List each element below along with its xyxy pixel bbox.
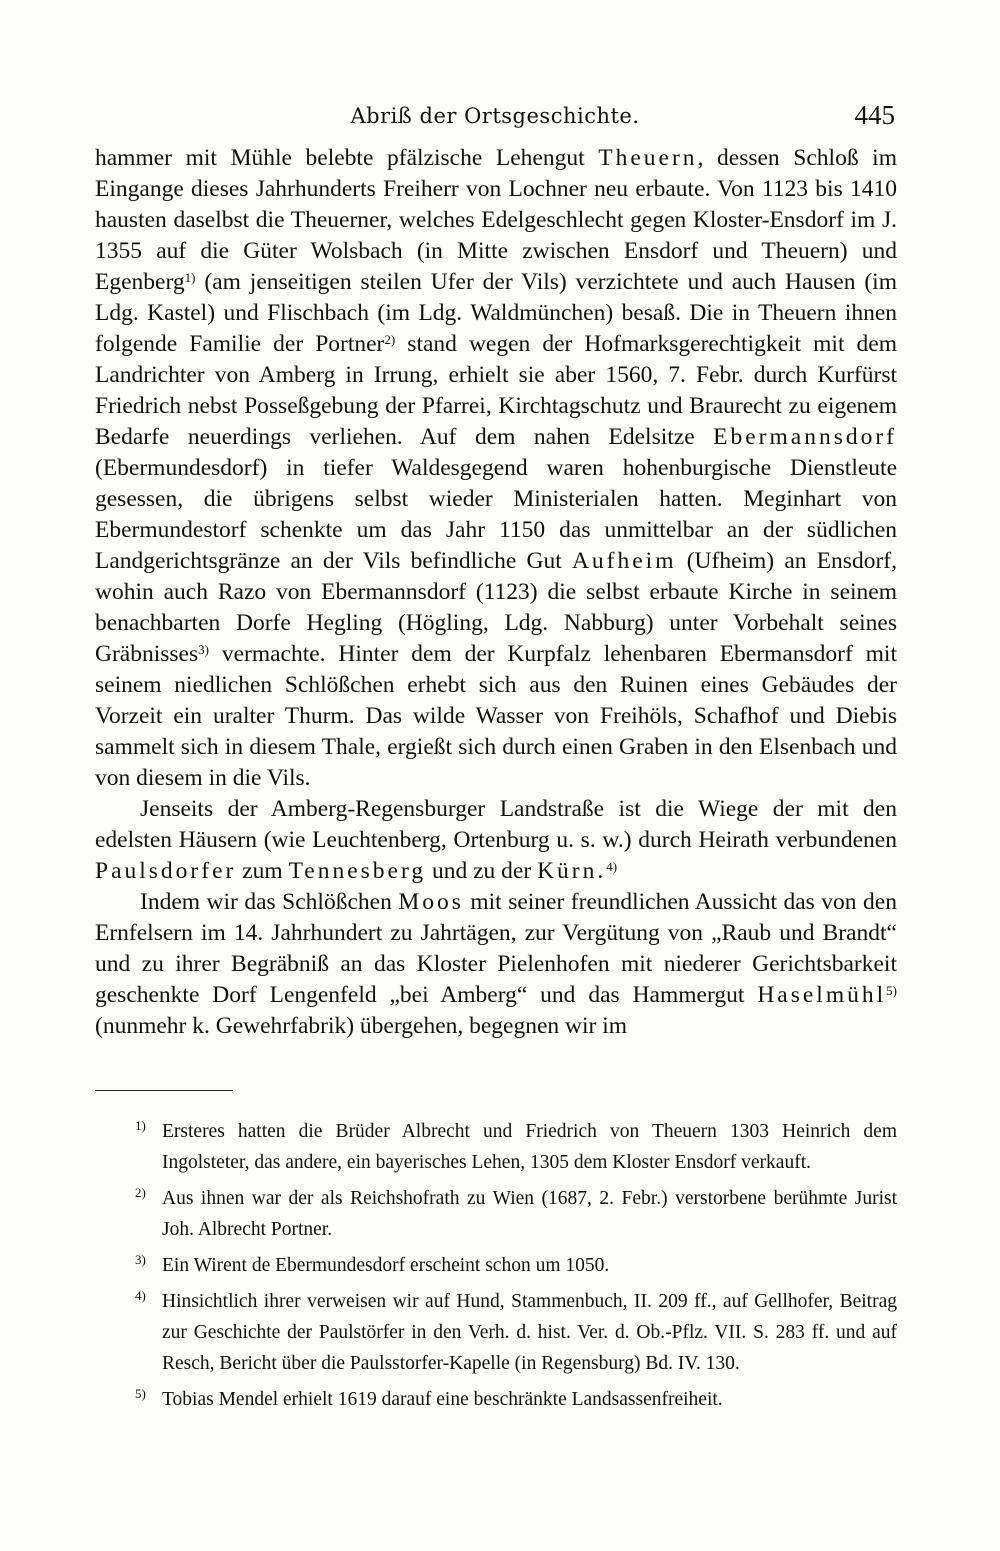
footnote-ref-2[interactable]: 2) <box>384 332 396 347</box>
running-title: Abriß der Ortsgeschichte. <box>350 104 640 128</box>
footnote-text: Ein Wirent de Ebermundesdorf erscheint schon um 1050. <box>162 1255 610 1276</box>
text-run: Indem wir das Schlößchen <box>140 889 399 915</box>
footnote-4 <box>135 1286 897 1379</box>
paragraph-2 <box>95 794 897 887</box>
footnote-ref-4[interactable]: 4) <box>606 859 618 874</box>
text-run: (Ufheim) an Ensdorf, wohin auch Razo von Ebermannsdorf (1123) die selbst erbaute Kirche in seinem benachbarten Dorfe Hegling (Högling, Ldg. Nabburg) unter Vorbehalt seines Gräbnisses <box>95 548 897 667</box>
text-run: (nunmehr k. Gewehrfabrik) übergehen, begegnen wir im <box>95 1013 628 1039</box>
spaced-name-paulsdorfer: Paulsdorfer <box>95 858 237 884</box>
footnote-text: Aus ihnen war der als Reichshofrath zu Wien (1687, 2. Febr.) verstorbene berühmte Jurist Joh. Albrecht Portner. <box>162 1188 897 1240</box>
text-run: und zu der <box>426 858 538 884</box>
footnote-marker: 1) <box>135 1118 146 1133</box>
footnote-3 <box>135 1250 897 1281</box>
spaced-name-aufheim: Aufheim <box>571 548 677 574</box>
spaced-name-kuern: Kürn. <box>537 858 607 884</box>
footnote-text: Tobias Mendel erhielt 1619 darauf eine beschränkte Landsassenfreiheit. <box>162 1389 723 1410</box>
running-header <box>95 100 895 140</box>
spaced-name-tennesberg: Tennesberg <box>288 858 427 884</box>
text-run: vermachte. Hinter dem der Kurpfalz lehenbaren Ebermansdorf mit seinem niedlichen Schlößchen erhebt sich aus den Ruinen eines Gebäudes der Vorzeit ein uralter Thurm. Das wilde Wasser von Freihöls, Schafhof und Diebis sammelt sich in diesem Thale, ergießt sich durch einen Graben in den Elsenbach und von diesem in die Vils. <box>95 641 897 791</box>
spaced-name-theuern: Theuern <box>598 145 698 171</box>
footnote-text: Ersteres hatten die Brüder Albrecht und Friedrich von Theuern 1303 Heinrich dem Ingolsteter, das andere, ein bayerisches Lehen, 1305 dem Kloster Ensdorf verkauft. <box>162 1121 897 1173</box>
paragraph-1 <box>95 143 897 794</box>
paragraph-3 <box>95 887 897 1042</box>
text-run: mit seiner freundlichen Aussicht das von den Ernfelsern im 14. Jahrhundert zu Jahrtägen, zur Vergütung von „Raub und Brandt“ und zu ihrer Begräbniß an das Kloster Pielenhofen mit niederer Gerichtsbarkeit geschenkte Dorf Lengenfeld „bei Amberg“ und das Hammergut <box>95 889 897 1008</box>
footnote-ref-5[interactable]: 5) <box>886 983 897 998</box>
text-run: zum <box>236 858 289 884</box>
footnote-divider <box>95 1090 233 1091</box>
spaced-name-moos: Moos <box>398 889 464 915</box>
footnote-5 <box>135 1384 897 1415</box>
spaced-name-haselmuehl: Haselmühl <box>757 982 887 1008</box>
text-run: , dessen Schloß im Eingange dieses Jahrhunderts Freiherr von Lochner neu erbaute. Von 1123 bis 1410 hausten daselbst die Theuerner, welches Edelgeschlecht gegen Kloster-Ensdorf im J. 1355 auf die Güter Wolsbach (in Mitte zwischen Ensdorf und Theuern) und Egenberg <box>95 145 897 295</box>
footnote-marker: 5) <box>135 1386 146 1401</box>
text-run: Jenseits der Amberg-Regensburger Landstraße ist die Wiege der mit den edelsten Häusern (wie Leuchtenberg, Ortenburg u. s. w.) durch Heirath verbundenen <box>95 796 897 853</box>
footnote-text: Hinsichtlich ihrer verweisen wir auf Hund, Stammenbuch, II. 209 ff., auf Gellhofer, Beitrag zur Geschichte der Paulstörfer in den Verh. d. hist. Ver. d. Ob.-Pflz. VII. S. 283 ff. und auf Resch, Bericht über die Paulsstorfer-Kapelle (in Regensburg) Bd. IV. 130. <box>162 1291 897 1374</box>
main-text <box>95 143 897 1042</box>
footnote-marker: 2) <box>135 1185 146 1200</box>
footnote-1 <box>135 1116 897 1178</box>
footnote-marker: 3) <box>135 1252 146 1267</box>
text-run: (am jenseitigen steilen Ufer der Vils) verzichtete und auch Hausen (im Ldg. Kastel) und Flischbach (im Ldg. Waldmünchen) besaß. Die in Theuern ihnen folgende Familie der Portner <box>95 269 897 357</box>
footnote-ref-3[interactable]: 3) <box>198 642 209 657</box>
text-run: stand wegen der Hofmarksgerechtigkeit mit dem Landrichter von Amberg in Irrung, erhielt sie aber 1560, 7. Febr. durch Kurfürst Friedrich nebst Posseßgebung der Pfarrei, Kirchtagschutz und Braurecht zu eigenem Bedarfe neuerdings verliehen. Auf dem nahen Edelsitze <box>95 331 897 450</box>
footnote-2 <box>135 1183 897 1245</box>
spaced-name-ebermannsdorf: Ebermannsdorf <box>713 424 897 450</box>
footnote-ref-1[interactable]: 1) <box>184 270 196 285</box>
text-run: (Ebermundesdorf) in tiefer Waldesgegend waren hohenburgische Dienstleute gesessen, die übrigens selbst wieder Ministerialen hatten. Meginhart von Ebermundestorf schenkte um das Jahr 1150 das unmittelbar an der südlichen Landgerichtsgränze an der Vils befindliche Gut <box>95 455 897 574</box>
footnotes <box>135 1116 897 1420</box>
page-number: 445 <box>854 100 895 130</box>
footnote-marker: 4) <box>135 1288 146 1303</box>
text-run: hammer mit Mühle belebte pfälzische Lehengut <box>95 145 599 171</box>
